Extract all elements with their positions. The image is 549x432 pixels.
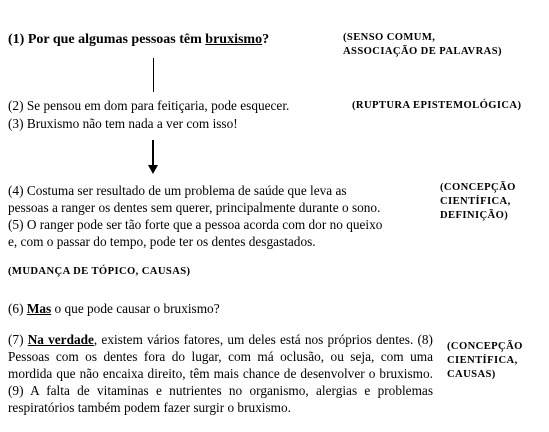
paragraph-4-5 xyxy=(8,182,382,250)
note-concepcao-definicao-line-3: DEFINIÇÃO) xyxy=(440,210,509,221)
paragraph-4-line-1: (4) Costuma ser resultado de um problema de saúde que leva as xyxy=(8,183,347,198)
paragraph-3: (3) Bruxismo não tem nada a ver com isso! xyxy=(8,116,238,131)
keyword-bruxismo: bruxismo xyxy=(205,32,263,47)
question-1 xyxy=(8,31,269,48)
paragraph-4-line-2: pessoas a ranger os dentes sem querer, principalmente durante o sono. xyxy=(8,200,381,215)
paragraph-5-line-2: e, com o passar do tempo, pode ter os dentes desgastados. xyxy=(8,234,316,249)
question-6 xyxy=(8,300,220,317)
note-concepcao-definicao-line-2: CIENTÍFICA, xyxy=(440,196,511,207)
paragraph-5-line-1: (5) O ranger pode ser tão forte que a pessoa acorda com dor no queixo xyxy=(8,217,383,232)
note-senso-comum-line-2: ASSOCIAÇÃO DE PALAVRAS) xyxy=(343,46,502,57)
note-concepcao-definicao xyxy=(440,181,516,223)
note-ruptura-epistemologica: (RUPTURA EPISTEMOLÓGICA) xyxy=(352,100,522,111)
note-senso-comum xyxy=(343,31,502,59)
note-concepcao-causas xyxy=(447,340,523,382)
note-concepcao-causas-line-2: CIENTÍFICA, xyxy=(447,355,518,366)
note-concepcao-definicao-line-1: (CONCEPÇÃO xyxy=(440,182,516,193)
connector-line xyxy=(153,58,154,92)
down-arrow-shaft xyxy=(152,140,154,166)
question-1-prefix: (1) Por que algumas pessoas têm xyxy=(8,32,206,47)
note-senso-comum-line-1: (SENSO COMUM, xyxy=(343,32,436,43)
keyword-na-verdade: Na verdade xyxy=(27,332,94,347)
question-6-prefix: (6) xyxy=(8,301,27,316)
note-concepcao-causas-line-3: CAUSAS) xyxy=(447,369,496,380)
question-1-suffix: ? xyxy=(262,32,270,47)
down-arrow-icon xyxy=(148,165,158,174)
paragraph-2: (2) Se pensou em dom para feitiçaria, pode esquecer. xyxy=(8,98,290,113)
note-concepcao-causas-line-1: (CONCEPÇÃO xyxy=(447,341,523,352)
keyword-mas: Mas xyxy=(26,301,52,316)
question-6-suffix: o que pode causar o bruxismo? xyxy=(51,301,220,316)
paragraph-7-9 xyxy=(8,331,433,416)
paragraph-7-9-text: , existem vários fatores, um deles está nos próprios dentes. (8) Pessoas com os dentes fora do lugar, com má oclusão, ou seja, com uma mordida que não encaixa direito, têm mais chance de desenvolver o bruxismo. (9) A falta de vitaminas e nutrientes no organismo, alergias e problemas respiratórios também podem fazer surgir o bruxismo. xyxy=(8,332,433,415)
note-mudanca-de-topico: (MUDANÇA DE TÓPICO, CAUSAS) xyxy=(8,266,191,277)
paragraph-7-prefix: (7) xyxy=(8,332,28,347)
